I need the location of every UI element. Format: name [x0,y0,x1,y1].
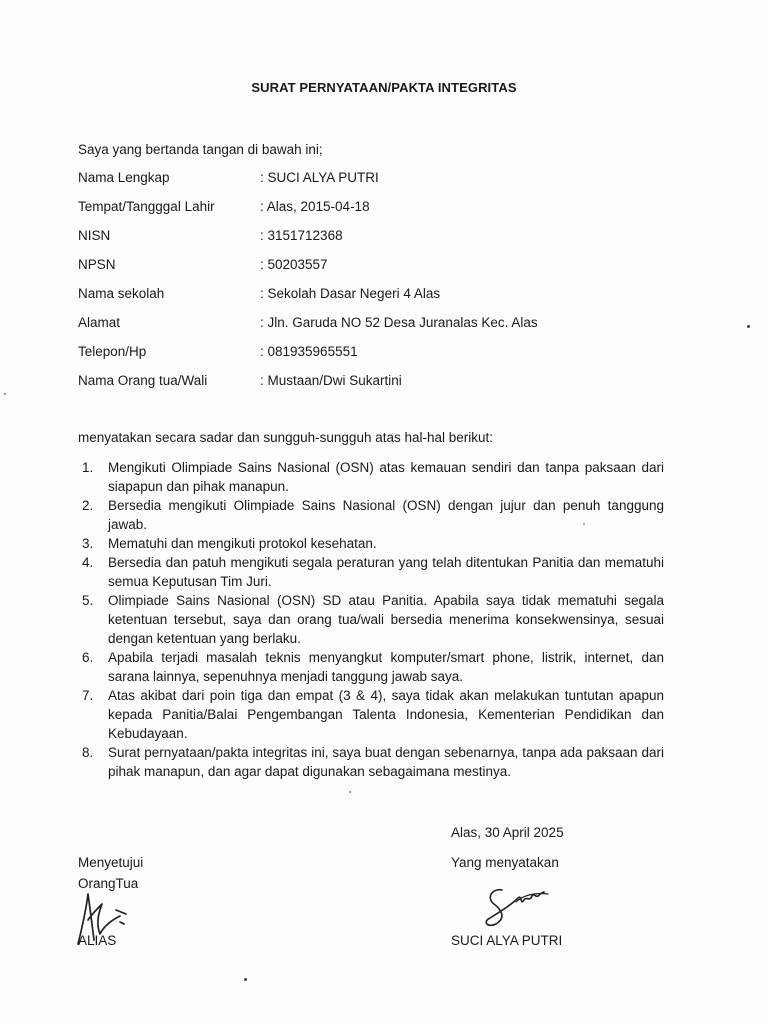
place-date: Alas, 30 April 2025 [451,825,564,840]
list-item [78,496,664,534]
field-value: : Mustaan/Dwi Sukartini [260,373,402,388]
list-item-text: Mengikuti Olimpiade Sains Nasional (OSN) atas kemauan sendiri dan tanpa paksaan dari siapapun dan pihak manapun. [108,460,664,494]
declarant-name: SUCI ALYA PUTRI [451,933,563,948]
field-value: : 3151712368 [260,228,343,243]
approval-label: Menyetujui [78,855,144,870]
field-value: : 50203557 [260,257,328,272]
field-label: Tempat/Tangggal Lahir [78,199,215,214]
scan-speck [244,978,247,981]
field-label: NISN [78,228,111,243]
document-title: SURAT PERNYATAAN/PAKTA INTEGRITAS [251,80,517,95]
scan-speck [583,523,585,525]
list-item-text: Bersedia mengikuti Olimpiade Sains Nasional (OSN) dengan jujur dan penuh tanggung jawab. [108,498,664,532]
list-item-number: 6. [82,650,94,665]
declarant-label: Yang menyatakan [451,855,559,870]
list-item [78,743,664,781]
list-item-text: Mematuhi dan mengikuti protokol kesehatan. [108,536,377,551]
list-item-number: 4. [82,555,94,570]
field-label: Nama Orang tua/Wali [78,373,208,388]
scan-speck [4,393,6,395]
intro-text: Saya yang bertanda tangan di bawah ini; [78,142,323,157]
list-item [78,648,664,686]
list-item-number: 8. [82,745,94,760]
list-item-number: 1. [82,460,94,475]
list-item [78,534,664,553]
parent-label: OrangTua [78,876,139,891]
list-item [78,591,664,648]
list-item-text: Surat pernyataan/pakta integritas ini, saya buat dengan sebenarnya, tanpa ada paksaan dari pihak manapun, dan agar dapat digunakan sebagaimana mestinya. [108,745,664,779]
list-item-number: 3. [82,536,94,551]
list-item-number: 5. [82,593,94,608]
list-item-number: 7. [82,688,94,703]
list-item [78,553,664,591]
field-label: Nama sekolah [78,286,165,301]
list-item-text: Bersedia dan patuh mengikuti segala peraturan yang telah ditentukan Panitia dan mematuhi semua Keputusan Tim Juri. [108,555,664,589]
declarant-signature [478,884,558,930]
field-value: : Sekolah Dasar Negeri 4 Alas [260,286,441,301]
list-item [78,686,664,743]
field-value: : Jln. Garuda NO 52 Desa Juranalas Kec. Alas [260,315,538,330]
scan-speck [349,791,351,793]
declaration-list [78,458,664,781]
list-item [78,458,664,496]
field-value: : 081935965551 [260,344,358,359]
statement-text: menyatakan secara sadar dan sungguh-sungguh atas hal-hal berikut: [78,430,494,445]
parent-name: ALIAS [78,933,117,948]
field-label: Alamat [78,315,121,330]
field-label: NPSN [78,257,116,272]
list-item-text: Olimpiade Sains Nasional (OSN) SD atau Panitia. Apabila saya tidak mematuhi segala ketentuan tersebut, saya dan orang tua/wali bersedia menerima konsekwensinya, sesuai dengan ketentuan yang berlaku. [108,593,664,646]
list-item-number: 2. [82,498,94,513]
list-item-text: Apabila terjadi masalah teknis menyangkut komputer/smart phone, listrik, internet, dan sarana lainnya, sepenuhnya menjadi tanggung jawab saya. [108,650,664,684]
field-label: Telepon/Hp [78,344,147,359]
scan-speck [747,325,750,328]
field-value: : Alas, 2015-04-18 [260,199,370,214]
field-label: Nama Lengkap [78,170,170,185]
field-value: : SUCI ALYA PUTRI [260,170,379,185]
list-item-text: Atas akibat dari poin tiga dan empat (3 & 4), saya tidak akan melakukan tuntutan apapun kepada Panitia/Balai Pengembangan Talenta Indonesia, Kementerian Pendidikan dan Kebudayaan. [108,688,664,741]
